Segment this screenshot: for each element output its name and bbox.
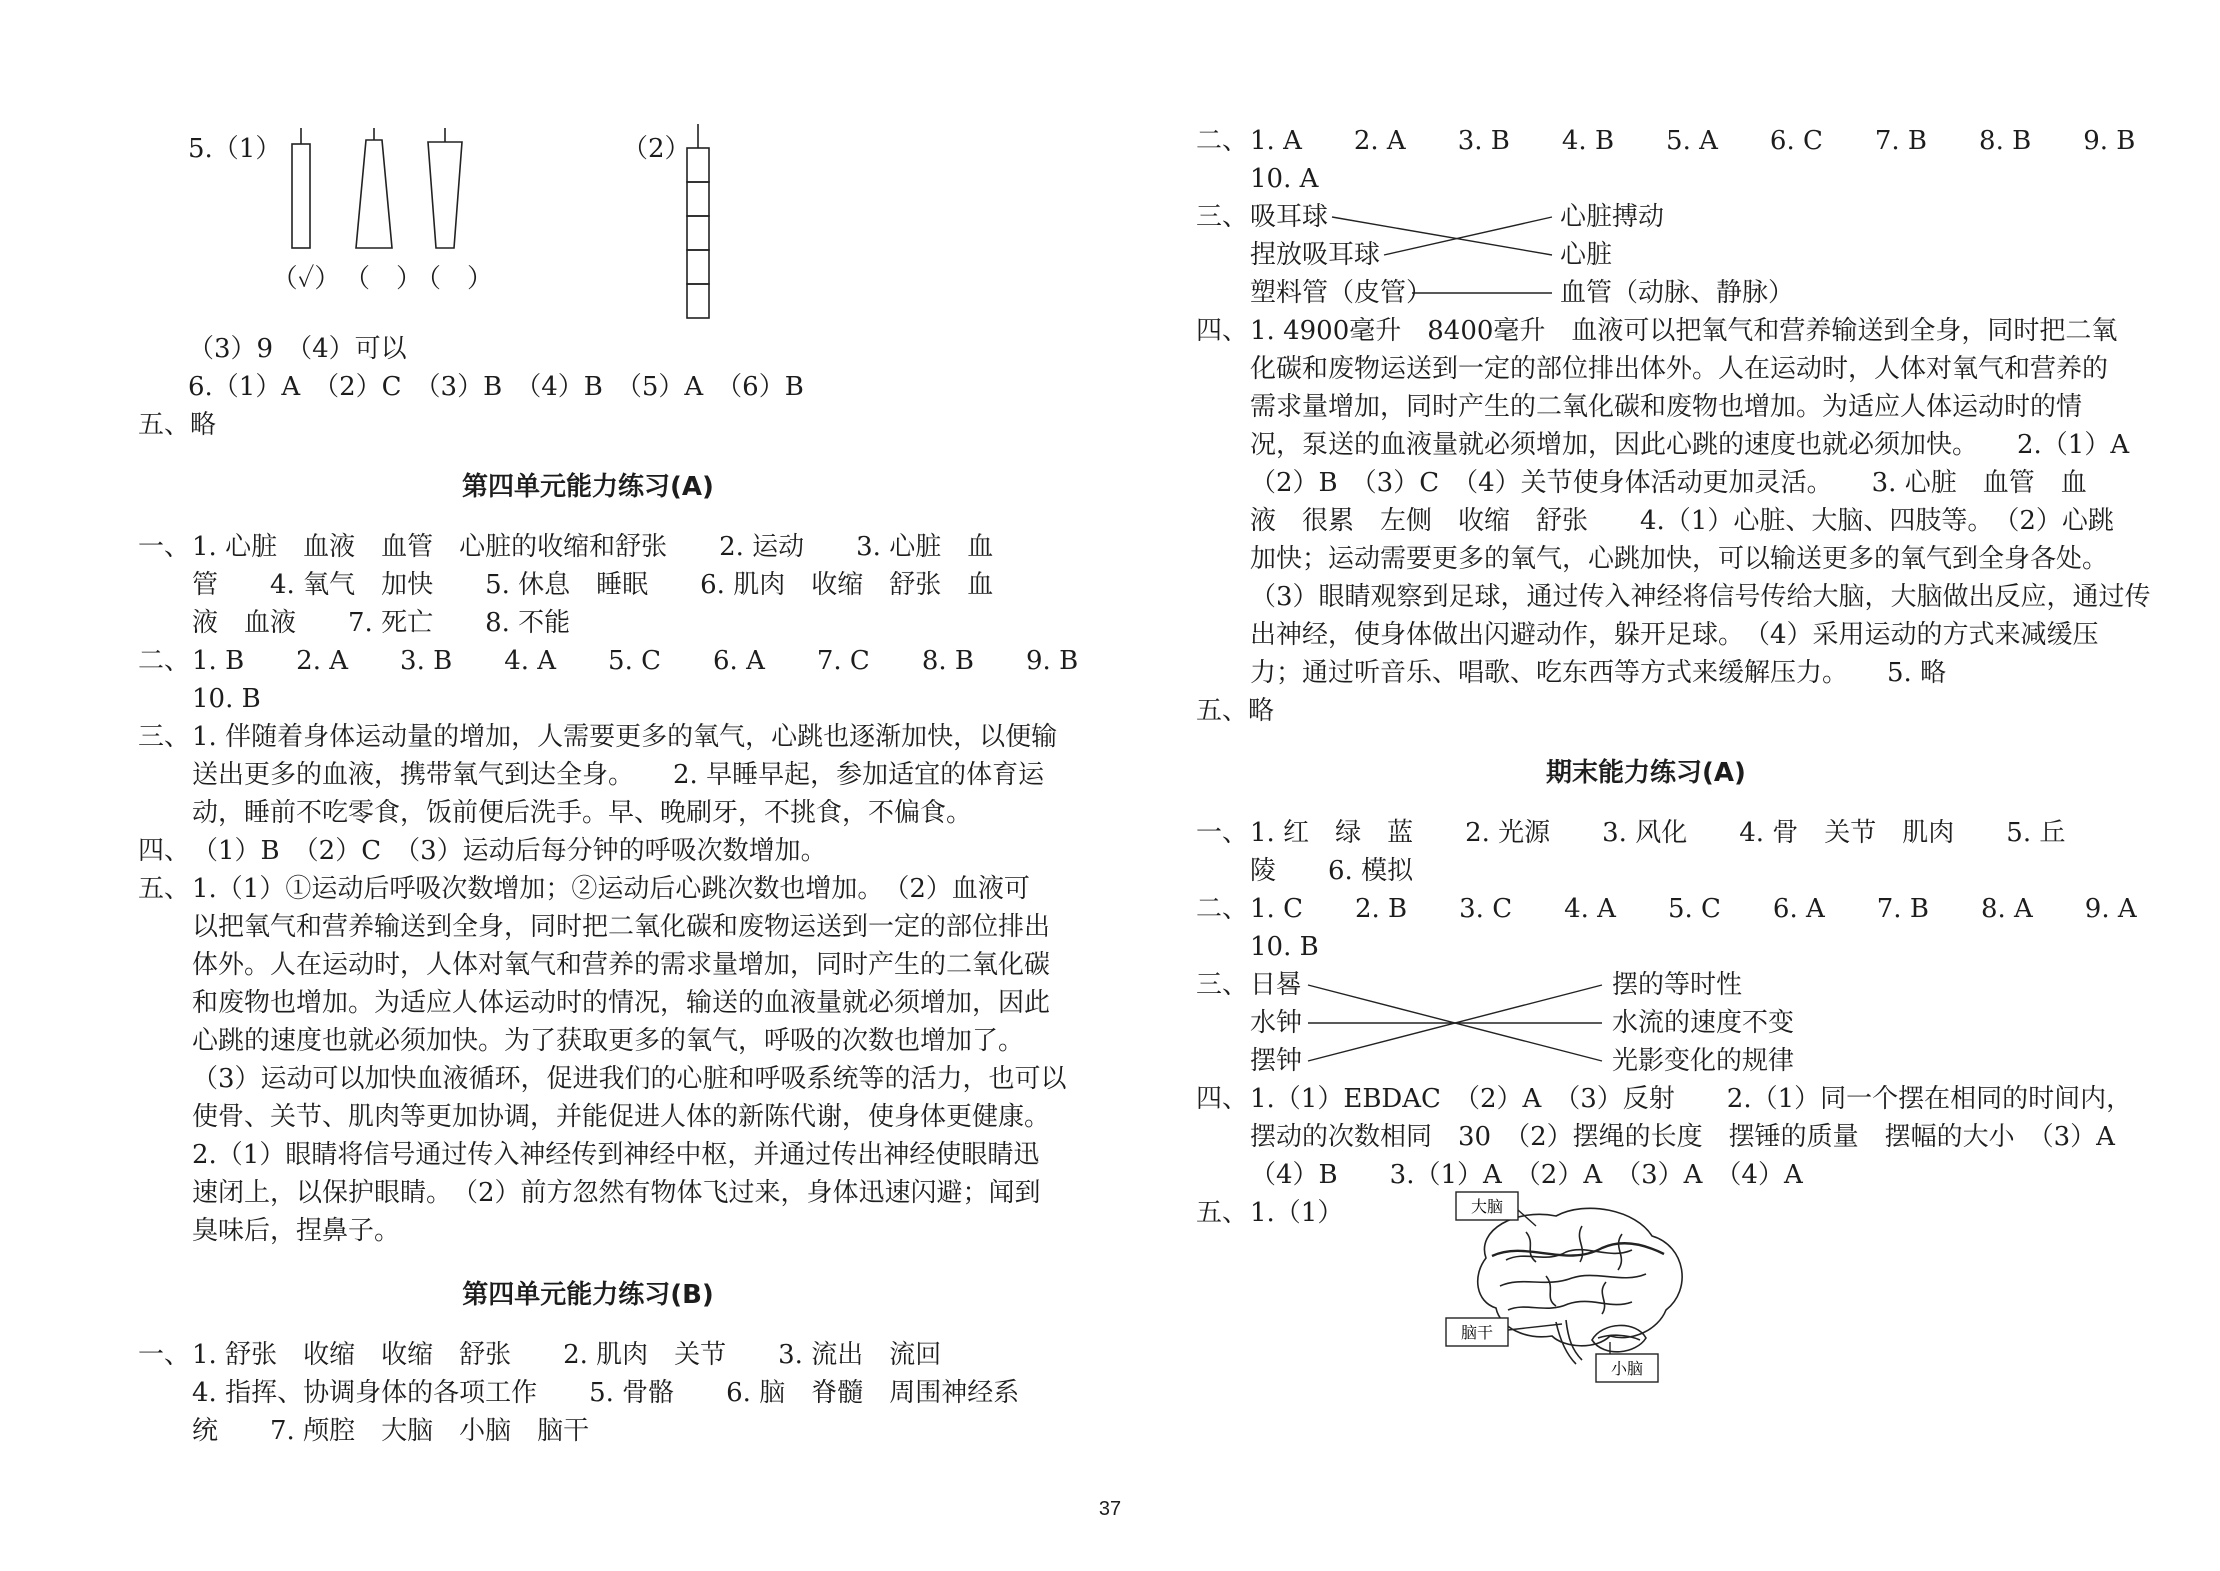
section-label: 一、 [138,532,191,562]
sectionA-q5 [138,870,1067,1250]
answer-line: （2）B （3）C （4）关节使身体活动更加灵活。 3. 心脏 血管 血 [1250,468,2087,498]
match-left-item: 日晷 [1250,970,1303,1000]
pointer-line [1508,1324,1562,1330]
section-title-4b: 第四单元能力练习(B) [462,1280,714,1310]
q5-part1-label: 5.（1） [188,134,282,164]
answer-line: 2.（1）眼睛将信号通过传入神经传到神经中枢，并通过传出神经使眼睛迅 [192,1140,1040,1170]
sectionA-q4 [138,832,1038,870]
answer-line: 6.（1）A （2）C （3）B （4）B （5）A （6）B [188,372,804,402]
answer-line: 1. A 2. A 3. B 4. B 5. A 6. C 7. B 8. B 9. B [1250,126,2136,156]
section-label: 二、 [1196,126,1249,156]
answer-line: 心跳的速度也就必须加快。为了获取更多的氧气，呼吸的次数也增加了。 [192,1026,1025,1056]
shape3-inverted-trapezoid [428,142,462,248]
sectionA-q1 [138,528,1038,642]
answer-line: 五、略 [138,410,217,440]
match-left-item: 吸耳球 [1250,202,1329,232]
label-cerebrum: 大脑 [1470,1197,1504,1216]
answer-line: 力；通过听音乐、唱歌、吃东西等方式来缓解压力。 5. 略 [1250,658,1947,688]
shape2-trapezoid [356,140,392,248]
matching-heart [1196,198,2096,312]
answer-line: 统 7. 颅腔 大脑 小脑 脑干 [192,1416,590,1446]
match-right-item: 摆的等时性 [1612,970,1743,1000]
answer-line: 需求量增加，同时产生的二氧化碳和废物也增加。为适应人体运动时的情 [1250,392,2083,422]
answer-line: 摆动的次数相同 30 （2）摆绳的长度 摆锤的质量 摆幅的大小 （3）A [1250,1122,2115,1152]
answer-line: 动，睡前不吃零食，饭前便后洗手。早、晚刷牙，不挑食，不偏食。 [192,798,973,828]
answer-line: 1. 4900毫升 8400毫升 血液可以把氧气和营养输送到全身，同时把二氧 [1250,316,2118,346]
q5-figure-block [138,122,1038,330]
match-right-item: 心脏 [1560,240,1613,270]
pointer-line [1518,1210,1536,1226]
shape1-rectangle [292,144,310,248]
answer-line: 送出更多的血液，携带氧气到达全身。 2. 早睡早起，参加适宜的体育运 [192,760,1045,790]
answer-line: 臭味后，捏鼻子。 [192,1216,401,1246]
section-title-final: 期末能力练习(A) [1546,758,1746,788]
stacked-squares-figure [668,124,728,330]
match-left-item: 塑料管（皮管） [1250,278,1433,308]
answer-line: 液 很累 左侧 收缩 舒张 4.（1）心脏、大脑、四肢等。 （2）心跳 [1250,506,2114,536]
section-label: 四、 [1196,1084,1249,1114]
match-line [1332,217,1552,255]
left-column [138,122,1079,1450]
shape3-mark: （ ） [415,264,494,294]
answer-line: 1.（1） [1250,1198,1344,1228]
section-label: 四、 [138,836,191,866]
match-left-item: 捏放吸耳球 [1250,240,1381,270]
sectionA-q2 [138,642,1079,718]
answer-line: 和废物也增加。为适应人体运动时的情况，输送的血液量就必须增加，因此 [192,988,1051,1018]
match-right-item: 水流的速度不变 [1612,1008,1795,1038]
match-right-item: 心脏搏动 [1560,202,1665,232]
section-label: 五、 [1196,696,1249,726]
final-q2 [1196,890,2137,966]
answer-line: 体外。人在运动时，人体对氧气和营养的需求量增加，同时产生的二氧化碳 [192,950,1051,980]
answer-line: 使骨、关节、肌肉等更加协调，并能促进人体的新陈代谢，使身体更健康。 [192,1102,1051,1132]
answer-line: （3）运动可以加快血液循环，促进我们的心脏和呼吸系统等的活力，也可以 [192,1064,1067,1094]
answer-line: 10. B [192,684,261,714]
answer-line: 液 血液 7. 死亡 8. 不能 [192,608,571,638]
section-label: 五、 [138,410,191,440]
sectionB-q1 [138,1336,1038,1450]
matching-lines [1196,966,1616,1080]
answer-line: 10. A [1250,164,1319,194]
matching-clocks [1196,966,2096,1080]
section-label: 三、 [1196,202,1249,232]
answer-line: 1.（1）EBDAC （2）A （3）反射 2.（1）同一个摆在相同的时间内， [1250,1084,2133,1114]
match-line [1384,217,1552,255]
section-label: 五、 [138,874,191,904]
section-label: 一、 [138,1340,191,1370]
answer-line: 1. 舒张 收缩 收缩 舒张 2. 肌肉 关节 3. 流出 流回 [192,1340,942,1370]
sectionA-q3 [138,718,1058,832]
right-column [1196,122,2151,1394]
answer-line: 4. 指挥、协调身体的各项工作 5. 骨骼 6. 脑 脊髓 周围神经系 [192,1378,1020,1408]
section-label: 二、 [138,646,191,676]
answer-line: 1. 心脏 血液 血管 心脏的收缩和舒张 2. 运动 3. 心脏 血 [192,532,994,562]
final-q5 [1196,1194,2096,1394]
shape1-mark: （✓） [271,264,341,294]
answer-line: 五、略 [1196,696,1275,726]
answer-line: 加快；运动需要更多的氧气，心跳加快，可以输送更多的氧气到全身各处。 [1250,544,2109,574]
final-q1 [1196,814,2096,890]
shape2-mark: （ ） [344,264,423,294]
section-label: 一、 [1196,818,1249,848]
match-right-item: 血管（动脉、静脉） [1560,278,1795,308]
right-q2 [1196,122,2136,198]
answer-line: 1. C 2. B 3. C 4. A 5. C 6. A 7. B 8. A 9. A [1250,894,2137,924]
label-cerebellum: 小脑 [1610,1359,1644,1378]
answer-line: 化碳和废物运送到一定的部位排出体外。人在运动时，人体对氧气和营养的 [1250,354,2109,384]
label-brainstem: 脑干 [1460,1323,1494,1342]
answer-line: 1. B 2. A 3. B 4. A 5. C 6. A 7. C 8. B 9. B [192,646,1079,676]
section-label: 五、 [1196,1198,1249,1228]
final-q4 [1196,1080,2133,1194]
answer-line: （4）B 3.（1）A （2）A （3）A （4）A [1250,1160,1803,1190]
q5-part2-label: （2） [622,134,691,164]
answer-line: （3）9 （4）可以 [188,334,407,364]
answer-line: 管 4. 氧气 加快 5. 休息 睡眠 6. 肌肉 收缩 舒张 血 [192,570,994,600]
answer-line: 出神经，使身体做出闪避动作，躲开足球。 （4）采用运动的方式来减缓压 [1250,620,2099,650]
section-title-4a: 第四单元能力练习(A) [462,472,714,502]
brain-diagram [1396,1190,1696,1390]
matching-lines [1196,198,1596,312]
section-label: 三、 [138,722,191,752]
section-label: 四、 [1196,316,1249,346]
answer-line: 速闭上，以保护眼睛。 （2）前方忽然有物体飞过来，身体迅速闪避；闻到 [192,1178,1041,1208]
answer-line: 况，泵送的血液量就必须增加，因此心跳的速度也就必须加快。 2.（1）A [1250,430,2130,460]
match-right-item: 光影变化的规律 [1612,1046,1795,1076]
section-label: 二、 [1196,894,1249,924]
match-left-item: 摆钟 [1250,1046,1303,1076]
answer-line: （3）眼睛观察到足球，通过传入神经将信号传给大脑，大脑做出反应，通过传 [1250,582,2151,612]
answer-line: 以把氧气和营养输送到全身，同时把二氧化碳和废物运送到一定的部位排出 [192,912,1051,942]
answer-line: （1）B （2）C （3）运动后每分钟的呼吸次数增加。 [192,836,827,866]
right-q4 [1196,312,2151,692]
answer-line: 1. 伴随着身体运动量的增加，人需要更多的氧气，心跳也逐渐加快，以便输 [192,722,1058,752]
match-left-item: 水钟 [1250,1008,1303,1038]
answer-line: 1. 红 绿 蓝 2. 光源 3. 风化 4. 骨 关节 肌肉 5. 丘 [1250,818,2066,848]
answer-line: 陵 6. 模拟 [1250,856,1414,886]
answer-line: 10. B [1250,932,1319,962]
answer-line: 1.（1）①运动后呼吸次数增加；②运动后心跳次数也增加。 （2）血液可 [192,874,1030,904]
page-number: 37 [1098,1498,1122,1520]
section-label: 三、 [1196,970,1249,1000]
shape-options-figure [278,122,478,282]
